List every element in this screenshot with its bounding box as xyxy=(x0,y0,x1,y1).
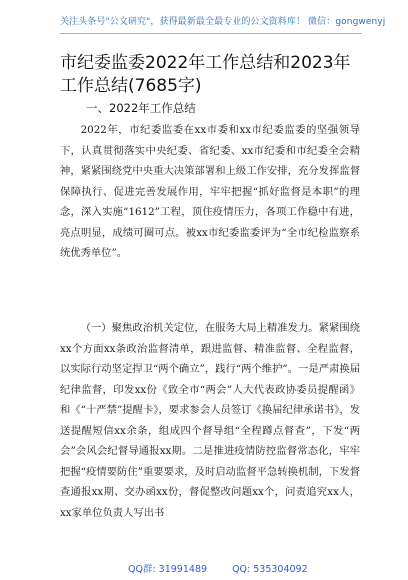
section-heading: 一、2022年工作总结 xyxy=(86,101,196,115)
footer-qq-group: QQ群: 31991489 xyxy=(128,564,208,575)
page-header: 关注头条号"公文研究"，获得最新最全最专业的公文资料库！ 微信：gongwenyj xyxy=(60,14,362,34)
page-footer xyxy=(128,561,330,575)
footer-qq: QQ: 535304092 xyxy=(232,564,308,575)
body-paragraph: （一）聚焦政治机关定位，在服务大局上精准发力。紧紧围绕xx个方面xx条政治监督清单，跟进监督、精准监督、全程监督，以实际行动坚定捍卫“两个确立”，践行“两个维护”。一是严肃换届纪律监督，印发xx份《致全市“两会”人大代表政协委员提醒函》和《“十严禁”提醒卡》，要求参会人员签订《换届纪律承诺书》，发送提醒短信xx余条，组成四个督导组“全程蹲点督查”，下发“两会”会风会纪督导通报xx期。二是推进疫情防控监督常态化，牢牢把握“疫情要防住”重要要求，及时启动监督平急转换机制，下发督查通报xx期、交办函xx份，督促整改问题xx个，问责追究xx人，xx家单位负责人写出书 xyxy=(60,322,360,519)
body-paragraph: 2022年，市纪委监委在xx市委和xx市纪委监委的坚强领导下，认真贯彻落实中央纪委、省纪委、xx市纪委和市纪委全会精神，紧紧围绕党中央重大决策部署和上级工作安排，充分发挥监督保障执行、促进完善发展作用，牢牢把握“抓好监督是本职”的理念，深入实施“1612”工程，顶住疫情压力，各项工作稳中有进，亮点明显，成绩可圈可点。被xx市纪委监委评为“全市纪检监察系统优秀单位”。 xyxy=(60,124,360,259)
document-title: 市纪委监委2022年工作总结和2023年工作总结(7685字) xyxy=(60,53,351,96)
